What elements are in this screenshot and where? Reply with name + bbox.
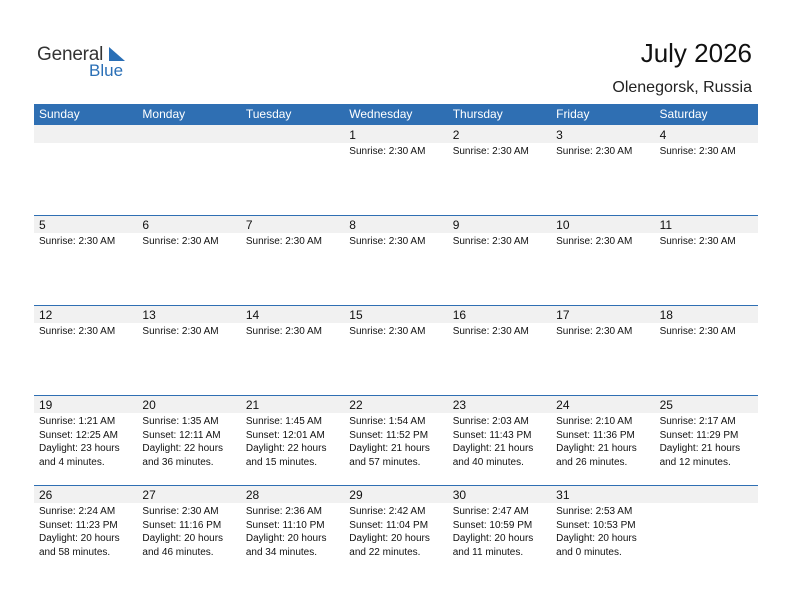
day-number: 14: [245, 308, 260, 322]
weekday-wednesday: Wednesday: [349, 107, 413, 121]
day-cell: [448, 305, 551, 395]
day-cell: [655, 125, 758, 215]
weekday-sunday: Sunday: [39, 107, 80, 121]
day-cell: [137, 305, 240, 395]
sun-info-line: Daylight: 21 hours: [659, 443, 741, 455]
day-number: 15: [349, 308, 363, 322]
sun-info-line: and 22 minutes.: [349, 546, 421, 558]
sun-info-line: Sunset: 12:25 AM: [39, 429, 118, 441]
day-number: 24: [556, 398, 570, 412]
sun-info: [556, 325, 654, 339]
sun-info: [660, 325, 758, 339]
week-row: [34, 125, 758, 215]
location-label: Olenegorsk, Russia: [612, 79, 752, 96]
day-cell: [448, 215, 551, 305]
sun-info-line: Daylight: 22 hours: [245, 443, 327, 455]
week-row: [34, 215, 758, 305]
day-number: 5: [39, 218, 46, 232]
sun-info-line: Sunset: 11:10 PM: [245, 519, 325, 531]
sun-info-line: Daylight: 20 hours: [452, 533, 534, 545]
sun-info-line: Sunrise: 2:30 AM: [349, 236, 426, 247]
sun-info: [453, 505, 551, 559]
sun-info: [556, 145, 654, 159]
sun-info-line: and 0 minutes.: [556, 546, 622, 558]
day-cell: [344, 125, 447, 215]
day-number: 28: [245, 488, 260, 502]
brand-word-general: General: [37, 44, 104, 65]
day-number: 29: [349, 488, 363, 502]
day-number: 13: [142, 308, 156, 322]
sun-info: [246, 325, 344, 339]
sun-info-line: Sunrise: 1:21 AM: [39, 416, 116, 427]
sun-info: [556, 415, 654, 469]
sun-info: [39, 235, 137, 249]
calendar-grid: [34, 104, 758, 575]
day-cell: [34, 305, 137, 395]
day-number: 19: [39, 398, 53, 412]
sun-info-line: Daylight: 22 hours: [142, 443, 224, 455]
day-number: 2: [452, 128, 460, 142]
sun-info: [453, 325, 551, 339]
day-number: 26: [39, 488, 53, 502]
day-number: 3: [556, 128, 563, 142]
sun-info: [39, 325, 137, 339]
week-row: [34, 305, 758, 395]
day-number: 25: [659, 398, 673, 412]
sun-info-line: Daylight: 20 hours: [39, 533, 120, 545]
sun-info-line: Sunrise: 2:42 AM: [349, 506, 426, 517]
weekday-tuesday: Tuesday: [245, 107, 292, 121]
sun-info-line: Sunrise: 2:24 AM: [39, 506, 116, 517]
sun-info: [349, 505, 447, 559]
sun-info-line: and 57 minutes.: [349, 456, 421, 468]
sun-info-line: Daylight: 23 hours: [39, 443, 120, 455]
day-cell: [655, 395, 758, 485]
sun-info: [660, 145, 758, 159]
day-number: 27: [142, 488, 156, 502]
sun-info-line: Sunset: 11:43 PM: [452, 429, 532, 441]
sun-info: [349, 235, 447, 249]
sun-info-line: Daylight: 21 hours: [349, 443, 430, 455]
sun-info-line: Sunset: 12:11 AM: [142, 429, 221, 441]
sun-info-line: Sunrise: 2:30 AM: [659, 146, 736, 157]
sun-info-line: and 36 minutes.: [142, 456, 214, 468]
week-rows: [34, 125, 758, 575]
day-cell: [448, 485, 551, 575]
sun-info: [349, 145, 447, 159]
weekday-thursday: Thursday: [452, 107, 503, 121]
sun-info-line: Sunrise: 2:17 AM: [659, 416, 736, 427]
sun-info-line: Sunrise: 2:30 AM: [556, 146, 633, 157]
day-cell: [34, 485, 137, 575]
day-cell: [551, 485, 654, 575]
sun-info-line: Sunrise: 2:30 AM: [245, 236, 322, 247]
day-number: 10: [556, 218, 570, 232]
sun-info-line: Sunset: 10:53 PM: [556, 519, 636, 531]
day-number: 22: [349, 398, 363, 412]
day-cell: [655, 215, 758, 305]
day-number: 1: [349, 128, 356, 142]
sun-info-line: Sunset: 11:29 PM: [659, 429, 739, 441]
sun-info-line: Sunset: 11:52 PM: [349, 429, 429, 441]
sun-info-line: Sunrise: 2:30 AM: [452, 146, 529, 157]
sun-info-line: and 15 minutes.: [245, 456, 318, 468]
sun-info-line: Sunrise: 2:30 AM: [452, 236, 529, 247]
day-cell: [344, 395, 447, 485]
sun-info: [246, 415, 344, 469]
day-cell: [655, 305, 758, 395]
page-title: July 2026: [640, 38, 752, 68]
week-row: [34, 395, 758, 485]
day-cell: [241, 395, 344, 485]
day-number: 12: [39, 308, 53, 322]
day-cell: [137, 395, 240, 485]
day-cell: [137, 485, 240, 575]
weekday-monday: Monday: [142, 107, 186, 121]
sun-info-line: Sunset: 11:16 PM: [142, 519, 222, 531]
sun-info-line: Sunrise: 2:53 AM: [556, 506, 633, 517]
sun-info: [660, 235, 758, 249]
weekday-friday: Friday: [556, 107, 590, 121]
sun-info-line: and 34 minutes.: [245, 546, 318, 558]
sun-info-line: Sunrise: 2:30 AM: [39, 326, 116, 337]
sun-info: [453, 415, 551, 469]
sun-info-line: Sunrise: 1:45 AM: [245, 416, 322, 427]
day-cell: [34, 395, 137, 485]
sun-info: [142, 415, 240, 469]
day-cell: [551, 125, 654, 215]
day-cell: [241, 485, 344, 575]
sun-info-line: and 40 minutes.: [452, 456, 524, 468]
sun-info: [556, 235, 654, 249]
sun-info-line: Sunrise: 2:30 AM: [39, 236, 116, 247]
sun-info-line: Sunrise: 2:30 AM: [142, 506, 219, 517]
sun-info-line: Sunrise: 2:30 AM: [452, 326, 529, 337]
day-number: 16: [452, 308, 467, 322]
sun-info: [453, 145, 551, 159]
day-number: 21: [245, 398, 260, 412]
sun-info-line: Daylight: 20 hours: [556, 533, 637, 545]
sun-info-line: and 4 minutes.: [39, 456, 105, 468]
sun-info-line: Daylight: 20 hours: [245, 533, 327, 545]
weekday-saturday: Saturday: [659, 107, 708, 121]
sun-info-line: Sunrise: 2:47 AM: [452, 506, 529, 517]
sun-info-line: Sunrise: 1:35 AM: [142, 416, 219, 427]
sun-info-line: Sunrise: 2:30 AM: [556, 326, 633, 337]
sun-info-line: Sunset: 11:23 PM: [39, 519, 118, 531]
sun-info: [142, 505, 240, 559]
sun-info: [349, 415, 447, 469]
sun-info-line: Sunrise: 2:30 AM: [659, 236, 736, 247]
day-cell: [551, 215, 654, 305]
day-cell: [241, 305, 344, 395]
brand-word-blue: Blue: [89, 61, 124, 80]
day-number: 18: [659, 308, 673, 322]
day-cell: [34, 215, 137, 305]
sun-info-line: Sunset: 12:01 AM: [245, 429, 325, 441]
sun-info-line: Sunrise: 2:30 AM: [349, 326, 426, 337]
brand-logo: [37, 44, 137, 84]
day-number: 11: [659, 218, 673, 232]
sun-info: [142, 325, 240, 339]
sun-info: [142, 235, 240, 249]
sun-info-line: Sunset: 11:04 PM: [349, 519, 429, 531]
sun-info: [453, 235, 551, 249]
day-cell: [137, 215, 240, 305]
sun-info: [39, 415, 137, 469]
day-number: 9: [452, 218, 460, 232]
day-number: 4: [659, 128, 667, 142]
sun-info: [349, 325, 447, 339]
sun-info-line: Sunrise: 2:10 AM: [556, 416, 633, 427]
day-number: 30: [452, 488, 467, 502]
sun-info: [39, 505, 137, 559]
day-cell: [448, 125, 551, 215]
weekday-header: [34, 104, 758, 125]
day-number: 23: [452, 398, 467, 412]
sun-info-line: Sunrise: 2:03 AM: [452, 416, 529, 427]
day-number: 20: [142, 398, 156, 412]
day-cell: [241, 215, 344, 305]
sun-info-line: Daylight: 21 hours: [556, 443, 637, 455]
week-row: [34, 485, 758, 575]
sun-info-line: Sunrise: 2:30 AM: [556, 236, 633, 247]
sun-info-line: Sunrise: 2:36 AM: [245, 506, 322, 517]
sun-info: [556, 505, 654, 559]
sun-info-line: Sunset: 10:59 PM: [452, 519, 533, 531]
day-cell: [551, 395, 654, 485]
sun-info: [660, 415, 758, 469]
day-cell: [551, 305, 654, 395]
day-number: 8: [349, 218, 356, 232]
day-cell: [344, 215, 447, 305]
sun-info: [246, 505, 344, 559]
sun-info-line: Sunrise: 1:54 AM: [349, 416, 426, 427]
sun-info-line: and 12 minutes.: [659, 456, 731, 468]
sun-info-line: Sunrise: 2:30 AM: [659, 326, 736, 337]
sun-info-line: and 58 minutes.: [39, 546, 111, 558]
day-number: 7: [245, 218, 253, 232]
sun-info-line: Sunrise: 2:30 AM: [245, 326, 322, 337]
day-cell: [344, 485, 447, 575]
sun-info-line: and 26 minutes.: [556, 456, 628, 468]
sun-info-line: Sunrise: 2:30 AM: [349, 146, 426, 157]
sun-info-line: Daylight: 21 hours: [452, 443, 534, 455]
day-cell: [344, 305, 447, 395]
sun-info-line: and 11 minutes.: [452, 546, 524, 558]
day-number: 17: [556, 308, 570, 322]
sun-info-line: and 46 minutes.: [142, 546, 214, 558]
day-cell: [448, 395, 551, 485]
day-number: 6: [142, 218, 150, 232]
sun-info-line: Sunrise: 2:30 AM: [142, 326, 219, 337]
sun-info-line: Sunset: 11:36 PM: [556, 429, 635, 441]
day-number: 31: [556, 488, 570, 502]
sun-info-line: Sunrise: 2:30 AM: [142, 236, 219, 247]
sun-info: [246, 235, 344, 249]
sun-info-line: Daylight: 20 hours: [349, 533, 430, 545]
sun-info-line: Daylight: 20 hours: [142, 533, 224, 545]
